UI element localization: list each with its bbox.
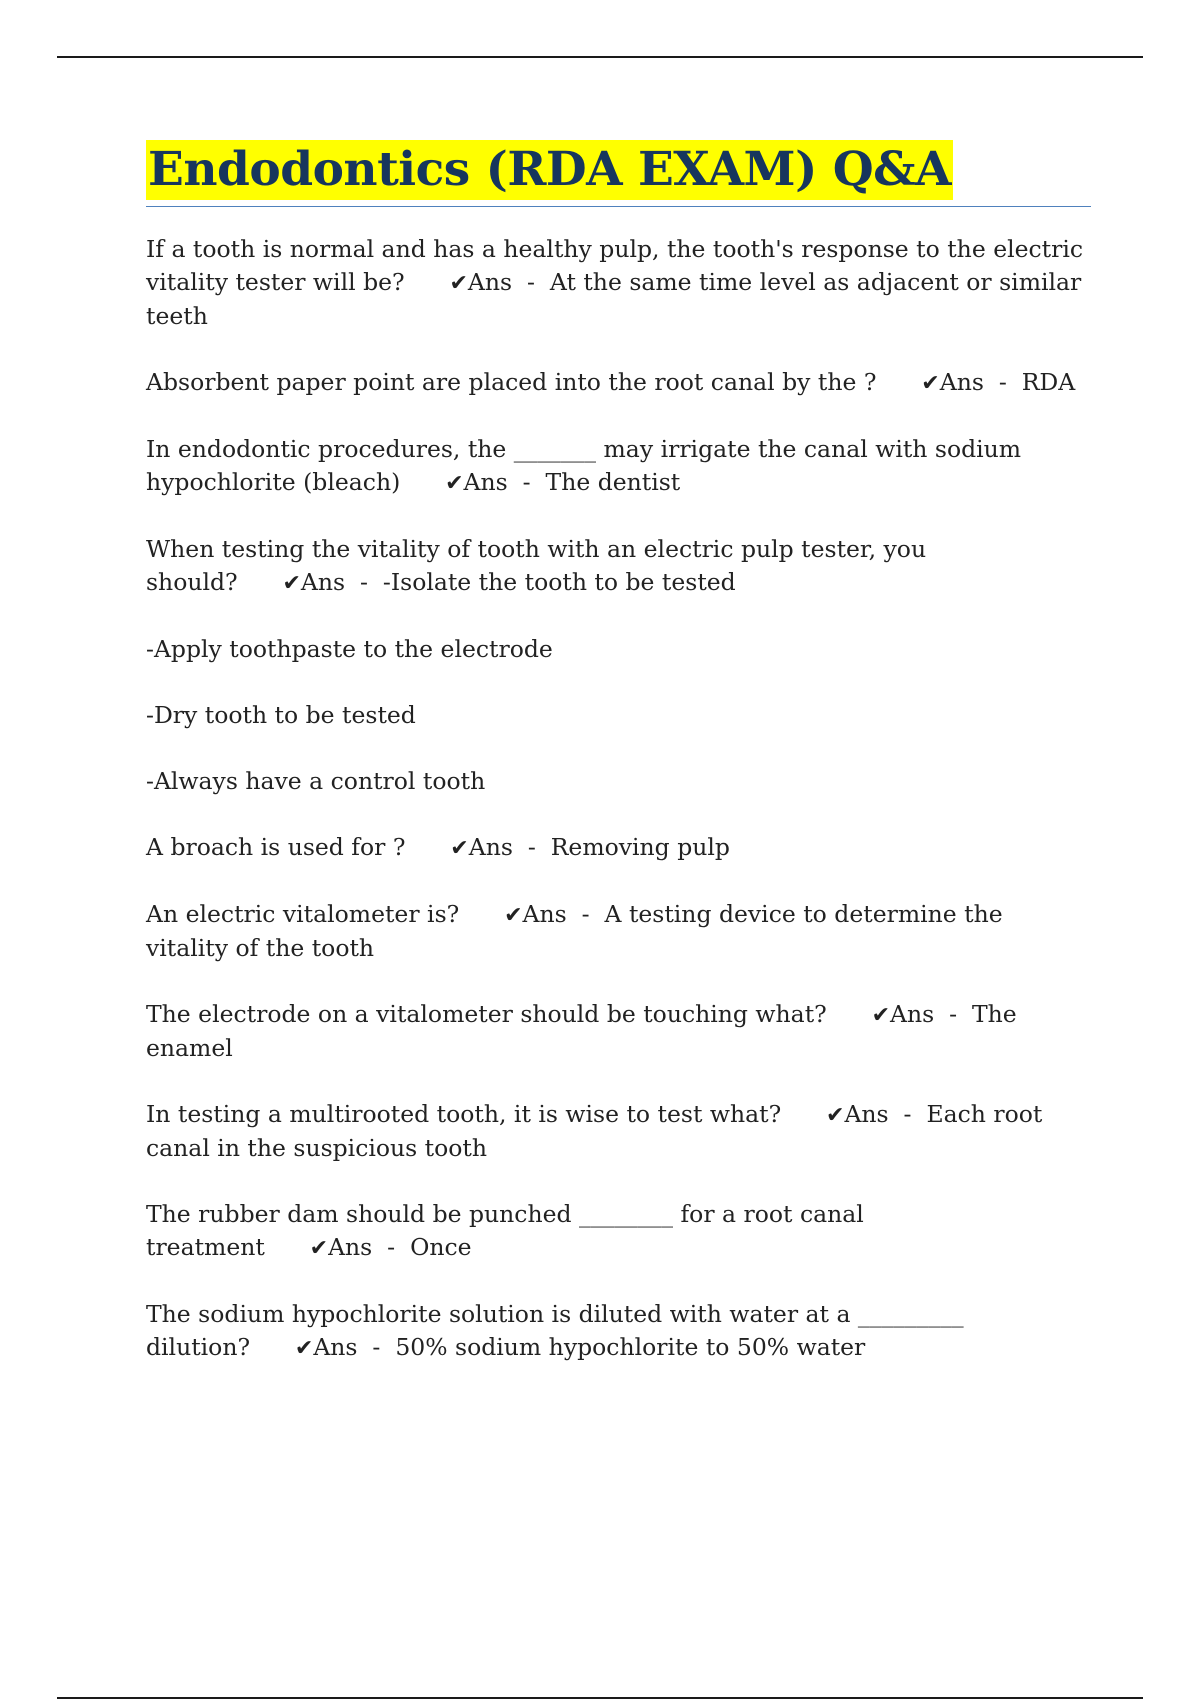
question-text: A broach is used for ?	[146, 833, 406, 861]
question-text: In endodontic procedures, the _______ may irrigate the canal with sodium hypochlorite (bleach)	[146, 435, 1029, 496]
question-text: When testing the vitality of tooth with an electric pulp tester, you should?	[146, 535, 934, 596]
question-text: The electrode on a vitalometer should be touching what?	[146, 1000, 827, 1028]
answer-prefix: Ans -	[313, 1333, 396, 1361]
qa-item	[146, 998, 1091, 1065]
answer-prefix: Ans -	[939, 368, 1022, 396]
answer-text: RDA	[1021, 368, 1076, 396]
checkmark-icon: ✔	[445, 471, 464, 496]
question-text: In testing a multirooted tooth, it is wise to test what?	[146, 1100, 782, 1128]
question-text: The rubber dam should be punched ________ for a root canal treatment	[146, 1200, 872, 1261]
qa-item	[146, 1298, 1091, 1365]
question-text: If a tooth is normal and has a healthy pulp, the tooth's response to the electric vitality tester will be?	[146, 235, 1091, 296]
answer-text: Once	[410, 1233, 472, 1261]
page-title: Endodontics (RDA EXAM) Q&A	[146, 140, 953, 200]
question-text: An electric vitalometer is?	[146, 900, 460, 928]
answer-text: 50% sodium hypochlorite to 50% water	[395, 1333, 866, 1361]
question-text: Absorbent paper point are placed into the root canal by the ?	[146, 368, 877, 396]
answer-prefix: Ans -	[844, 1100, 927, 1128]
answer-text: Removing pulp	[550, 833, 730, 861]
checkmark-icon: ✔	[294, 1336, 314, 1361]
checkmark-icon: ✔	[921, 371, 940, 396]
title-block	[146, 140, 1091, 207]
checkmark-icon: ✔	[504, 903, 523, 928]
qa-item	[146, 366, 1091, 400]
answer-prefix: Ans -	[468, 833, 551, 861]
qa-item	[146, 433, 1091, 500]
answer-continuation-line: -Always have a control tooth	[146, 767, 486, 795]
answer-text: The dentist	[545, 468, 681, 496]
checkmark-icon: ✔	[450, 836, 469, 861]
answer-text: At the same time level as adjacent or similar teeth	[146, 268, 1089, 330]
answer-text: A testing device to determine the vitality of the tooth	[146, 900, 1011, 962]
document-body	[146, 140, 1091, 1398]
answer-text: -Isolate the tooth to be tested	[382, 568, 736, 596]
checkmark-icon: ✔	[826, 1103, 845, 1128]
qa-item	[146, 1098, 1091, 1165]
page-top-rule	[57, 56, 1143, 58]
answer-continuation-line: -Apply toothpaste to the electrode	[146, 635, 553, 663]
qa-item	[146, 898, 1091, 965]
qa-item	[146, 233, 1091, 333]
checkmark-icon: ✔	[449, 271, 468, 296]
answer-prefix: Ans -	[890, 1000, 972, 1028]
checkmark-icon: ✔	[282, 571, 301, 596]
answer-prefix: Ans -	[463, 468, 546, 496]
checkmark-icon: ✔	[309, 1236, 329, 1261]
qa-item	[146, 1198, 1091, 1265]
qa-item	[146, 533, 1091, 600]
answer-prefix: Ans -	[300, 568, 383, 596]
question-text: The sodium hypochlorite solution is diluted with water at a _________ dilution?	[146, 1300, 972, 1361]
answer-text: Each root canal in the suspicious tooth	[146, 1100, 1050, 1162]
qa-item	[146, 831, 1091, 865]
answer-prefix: Ans -	[328, 1233, 411, 1261]
answer-text: The enamel	[146, 1000, 1025, 1062]
page-bottom-rule	[57, 1697, 1143, 1699]
checkmark-icon: ✔	[871, 1003, 890, 1028]
answer-prefix: Ans -	[522, 900, 605, 928]
qa-list	[146, 233, 1091, 1365]
answer-prefix: Ans -	[467, 268, 550, 296]
answer-continuation-line: -Dry tooth to be tested	[146, 701, 416, 729]
